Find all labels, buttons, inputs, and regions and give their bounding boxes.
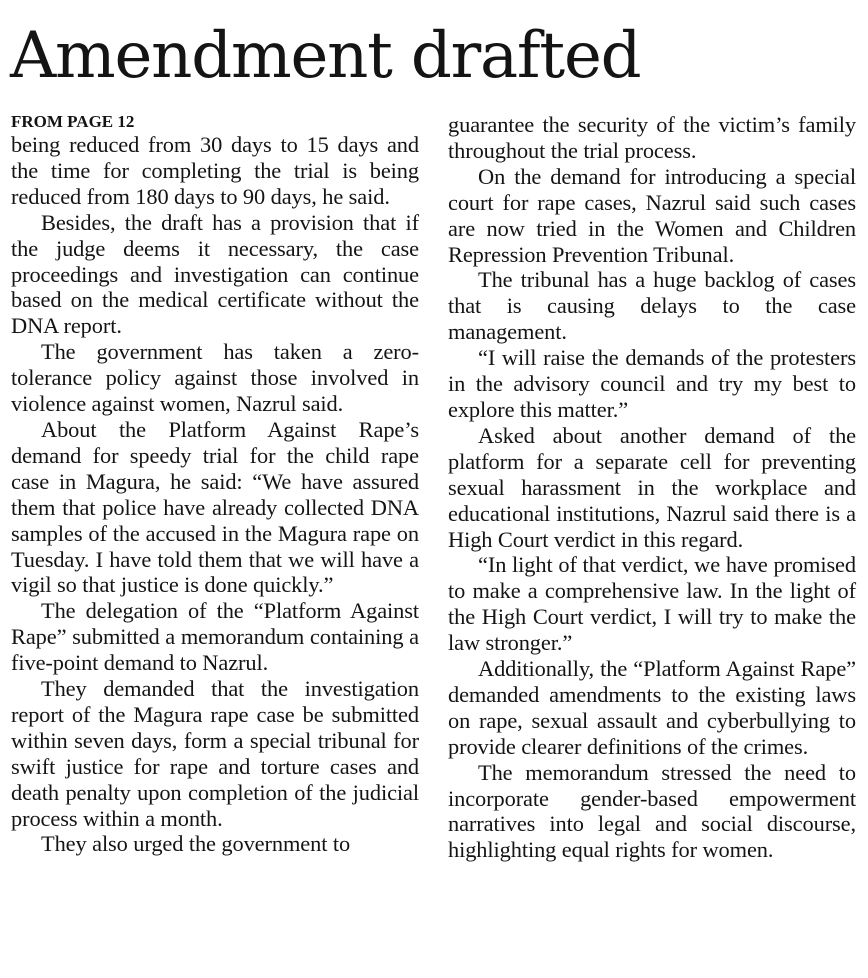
paragraph: Besides, the draft has a provision that if the judge deems it necessary, the case proceedings and investigation can continue based on the medical certificate without the DNA report. bbox=[11, 209, 419, 339]
paragraph: “I will raise the demands of the protesters in the advisory council and try my best to explore this matter.” bbox=[448, 345, 856, 422]
paragraph: The government has taken a zero-tolerance policy against those involved in violence against women, Nazrul said. bbox=[11, 339, 419, 417]
article-column-left bbox=[11, 112, 419, 857]
paragraph: They demanded that the investigation report of the Magura rape case be submitted within seven days, form a special tribunal for swift justice for rape and torture cases and death penalty upon completion of the judicial process within a month. bbox=[11, 676, 419, 831]
paragraph: being reduced from 30 days to 15 days and the time for completing the trial is being reduced from 180 days to 90 days, he said. bbox=[11, 132, 419, 209]
paragraph: On the demand for introducing a special court for rape cases, Nazrul said such cases are now tried in the Women and Children Repression Prevention Tribunal. bbox=[448, 163, 856, 267]
continuation-kicker: FROM PAGE 12 bbox=[11, 112, 135, 131]
paragraph: The tribunal has a huge backlog of cases that is causing delays to the case management. bbox=[448, 267, 856, 345]
paragraph: guarantee the security of the victim’s family throughout the trial process. bbox=[448, 112, 856, 163]
paragraph: “In light of that verdict, we have promised to make a comprehensive law. In the light of the High Court verdict, I will try to make the law stronger.” bbox=[448, 552, 856, 656]
paragraph: About the Platform Against Rape’s demand for speedy trial for the child rape case in Magura, he said: “We have assured them that police have already collected DNA samples of the accused in the Magura rape on Tuesday. I have told them that we will have a vigil so that justice is done quickly.” bbox=[11, 416, 419, 598]
article-column-right bbox=[448, 112, 856, 863]
paragraph: Asked about another demand of the platform for a separate cell for preventing sexual harassment in the workplace and educational institutions, Nazrul said there is a High Court verdict in this regard. bbox=[448, 422, 856, 552]
paragraph: The memorandum stressed the need to incorporate gender-based empowerment narratives into legal and social discourse, highlighting equal rights for women. bbox=[448, 759, 856, 863]
article-headline: Amendment drafted bbox=[10, 19, 641, 93]
paragraph: Additionally, the “Platform Against Rape” demanded amendments to the existing laws on rape, sexual assault and cyberbullying to provide clearer definitions of the crimes. bbox=[448, 656, 856, 759]
paragraph: The delegation of the “Platform Against Rape” submitted a memorandum containing a five-point demand to Nazrul. bbox=[11, 598, 419, 676]
paragraph: They also urged the government to bbox=[41, 831, 351, 857]
